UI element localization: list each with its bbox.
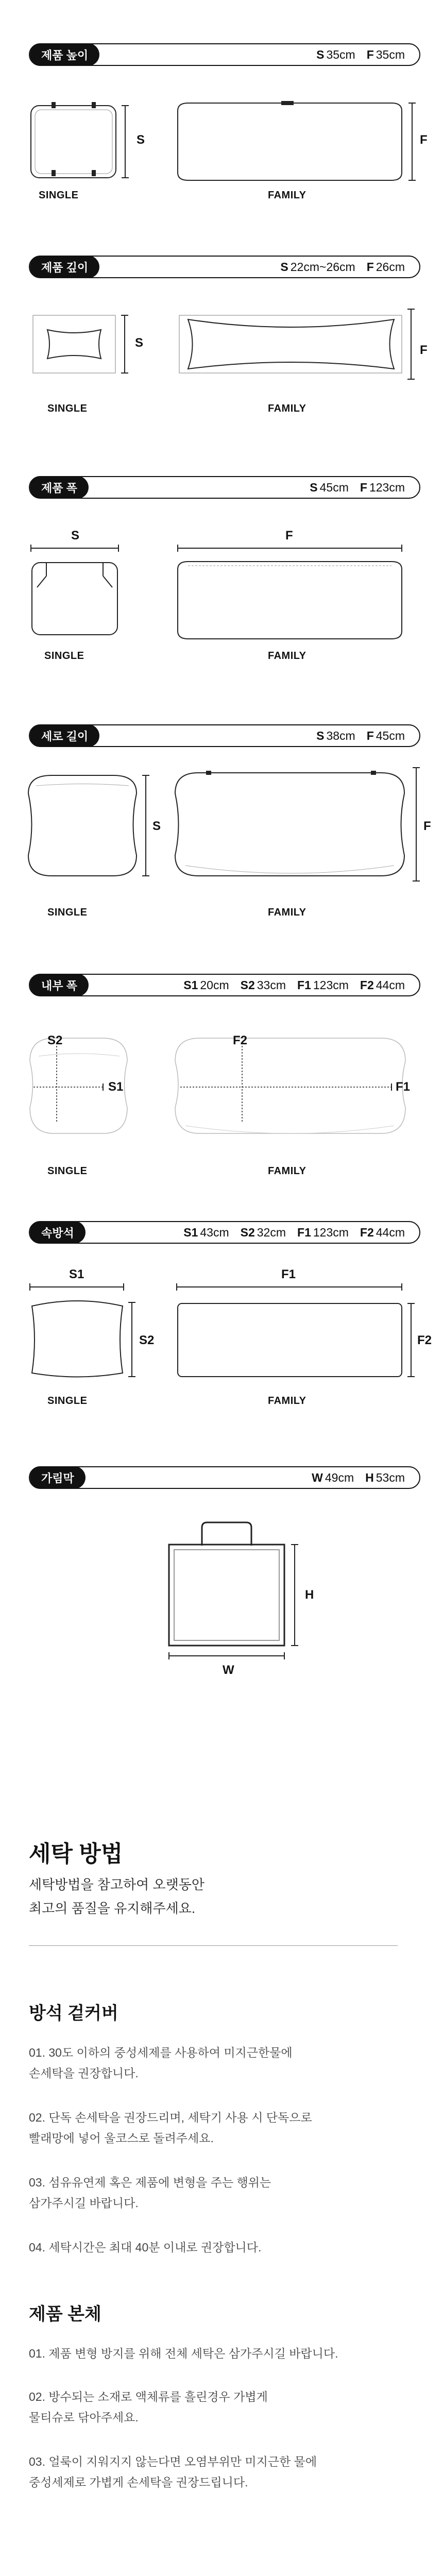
measurements: W 49cm H 53cm: [312, 1470, 405, 1484]
body-item: 02. 방수되는 소재로 액체류를 흘린경우 가볍게 물티슈로 닦아주세요.: [29, 2390, 268, 2424]
dim-label-w: W: [223, 1663, 234, 1677]
dim-label-s: S: [152, 819, 161, 833]
dim-label-s1: S1: [69, 1267, 84, 1281]
dim-label-s2: S2: [139, 1333, 155, 1347]
section-title: 속방석: [30, 1221, 86, 1244]
cover-item: 03. 섬유유연제 혹은 제품에 변형을 주는 행위는 삼가주시길 바랍니다.: [29, 2176, 271, 2210]
body-title: 제품 본체: [29, 2304, 101, 2324]
body-item: 01. 제품 변형 방지를 위해 전체 세탁은 삼가주시길 바랍니다.: [29, 2347, 338, 2360]
family-label: FAMILY: [268, 1165, 306, 1177]
cover-item: 02. 단독 손세탁을 권장드리며, 세탁기 사용 시 단독으로 빨래망에 넣어 울코스로 돌려주세요.: [29, 2111, 312, 2145]
dim-label-s2: S2: [47, 1033, 63, 1047]
single-label: SINGLE: [47, 1395, 88, 1406]
family-label: FAMILY: [268, 907, 306, 918]
section-title: 내부 폭: [30, 974, 89, 996]
dim-label-s1: S1: [108, 1080, 124, 1094]
cover-item: 04. 세탁시간은 최대 40분 이내로 권장합니다.: [29, 2241, 262, 2254]
dim-label-f1: F1: [281, 1267, 296, 1281]
single-label: SINGLE: [47, 403, 88, 414]
care-intro-2: 최고의 품질을 유지해주세요.: [29, 1901, 196, 1916]
dim-label-f2: F2: [417, 1333, 432, 1347]
single-label: SINGLE: [47, 907, 88, 918]
dim-label-s: S: [137, 133, 145, 147]
dim-label-f: F: [423, 819, 431, 833]
dim-label-s: S: [71, 529, 80, 543]
single-label: SINGLE: [47, 1165, 88, 1177]
divider: [29, 1945, 398, 1946]
family-label: FAMILY: [268, 1395, 306, 1406]
measurements: S 22cm~26cm F 26cm: [280, 260, 405, 274]
section-title: 가림막: [30, 1466, 86, 1489]
section-title: 제품 폭: [30, 476, 89, 499]
family-label: FAMILY: [268, 190, 306, 201]
dim-label-f2: F2: [233, 1033, 248, 1047]
dim-label-h: H: [305, 1588, 314, 1602]
family-label: FAMILY: [268, 403, 306, 414]
measurements: S1 20cm S2 33cm F1 123cm F2 44cm: [183, 978, 405, 992]
measurements: S 45cm F 123cm: [310, 480, 405, 494]
single-label: SINGLE: [44, 650, 84, 662]
dim-label-f1: F1: [396, 1080, 411, 1094]
measurements: S 35cm F 35cm: [316, 47, 405, 61]
dim-label-f: F: [285, 529, 293, 543]
single-label: SINGLE: [39, 190, 79, 201]
measurements: S 38cm F 45cm: [316, 728, 405, 742]
care-intro-1: 세탁방법을 참고하여 오랫동안: [29, 1877, 205, 1892]
body-item: 03. 얼룩이 지워지지 않는다면 오염부위만 미지근한 물에 중성세제로 가볍게 손세탁을 권장드립니다.: [29, 2455, 317, 2489]
dim-label-s: S: [135, 336, 144, 350]
dim-label-f: F: [420, 133, 428, 147]
care-title: 세탁 방법: [29, 1841, 123, 1867]
section-title: 제품 높이: [30, 43, 99, 66]
cover-title: 방석 겉커버: [29, 2004, 118, 2023]
section-title: 제품 깊이: [30, 256, 99, 278]
measurements: S1 43cm S2 32cm F1 123cm F2 44cm: [183, 1225, 405, 1239]
section-title: 세로 길이: [30, 724, 99, 747]
family-label: FAMILY: [268, 650, 306, 662]
cover-item: 01. 30도 이하의 중성세제를 사용하여 미지근한물에 손세탁을 권장합니다.: [29, 2046, 293, 2080]
dim-label-f: F: [420, 343, 428, 357]
